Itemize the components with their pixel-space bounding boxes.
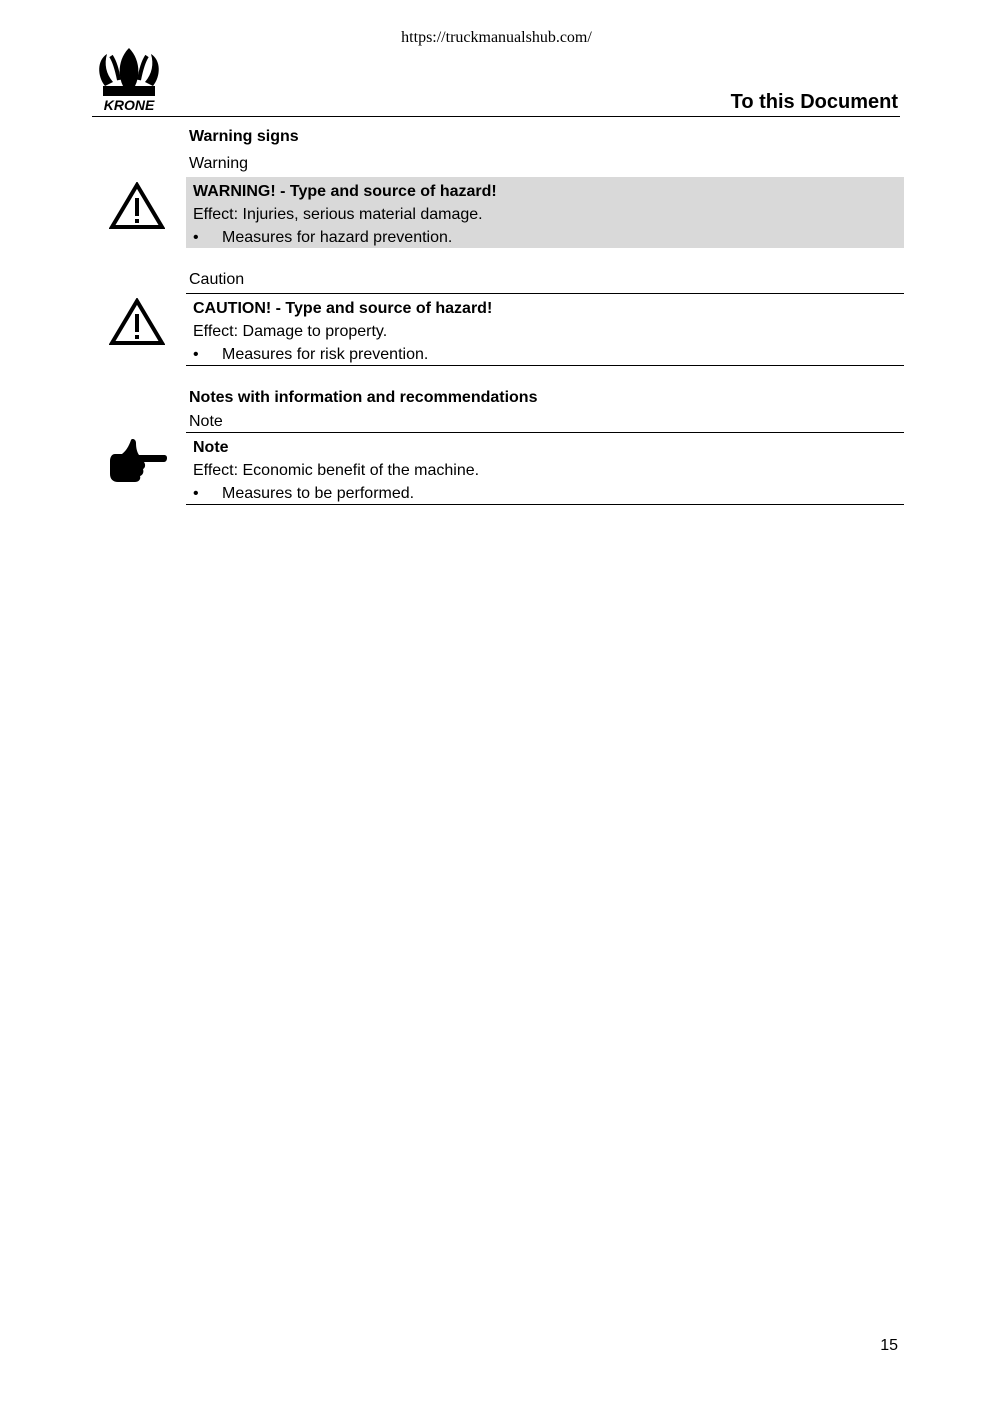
note-effect: Effect: Economic benefit of the machine. xyxy=(193,462,480,479)
note-measure xyxy=(193,482,904,505)
warning-measure xyxy=(193,226,904,249)
warning-effect: Effect: Injuries, serious material damage. xyxy=(193,206,483,223)
caution-label: Caution xyxy=(189,271,245,288)
caution-effect: Effect: Damage to property. xyxy=(193,323,388,340)
caution-measure-text: Measures for risk prevention. xyxy=(222,346,429,363)
page-number: 15 xyxy=(880,1337,898,1354)
source-url: https://truckmanualshub.com/ xyxy=(401,29,592,46)
krone-logo xyxy=(95,44,163,112)
warning-triangle-icon xyxy=(109,182,165,230)
note-label: Note xyxy=(189,413,223,430)
note-title: Note xyxy=(193,439,229,456)
section-heading-warning-signs: Warning signs xyxy=(189,128,299,145)
warning-label: Warning xyxy=(189,155,248,172)
pointing-hand-icon xyxy=(109,438,167,484)
section-heading-notes: Notes with information and recommendations xyxy=(189,389,538,406)
bullet-marker: • xyxy=(193,485,199,502)
warning-measure-text: Measures for hazard prevention. xyxy=(222,229,453,246)
warning-box xyxy=(186,177,904,248)
header-divider xyxy=(92,116,900,117)
caution-title: CAUTION! - Type and source of hazard! xyxy=(193,300,493,317)
caution-box xyxy=(186,293,904,366)
caution-measure xyxy=(193,343,904,366)
caution-triangle-icon xyxy=(109,298,165,346)
svg-text:KRONE: KRONE xyxy=(103,97,155,112)
note-box xyxy=(186,432,904,505)
page-title: To this Document xyxy=(730,91,898,113)
warning-title: WARNING! - Type and source of hazard! xyxy=(193,183,497,200)
bullet-marker: • xyxy=(193,346,199,363)
bullet-marker: • xyxy=(193,229,199,246)
note-measure-text: Measures to be performed. xyxy=(222,485,415,502)
